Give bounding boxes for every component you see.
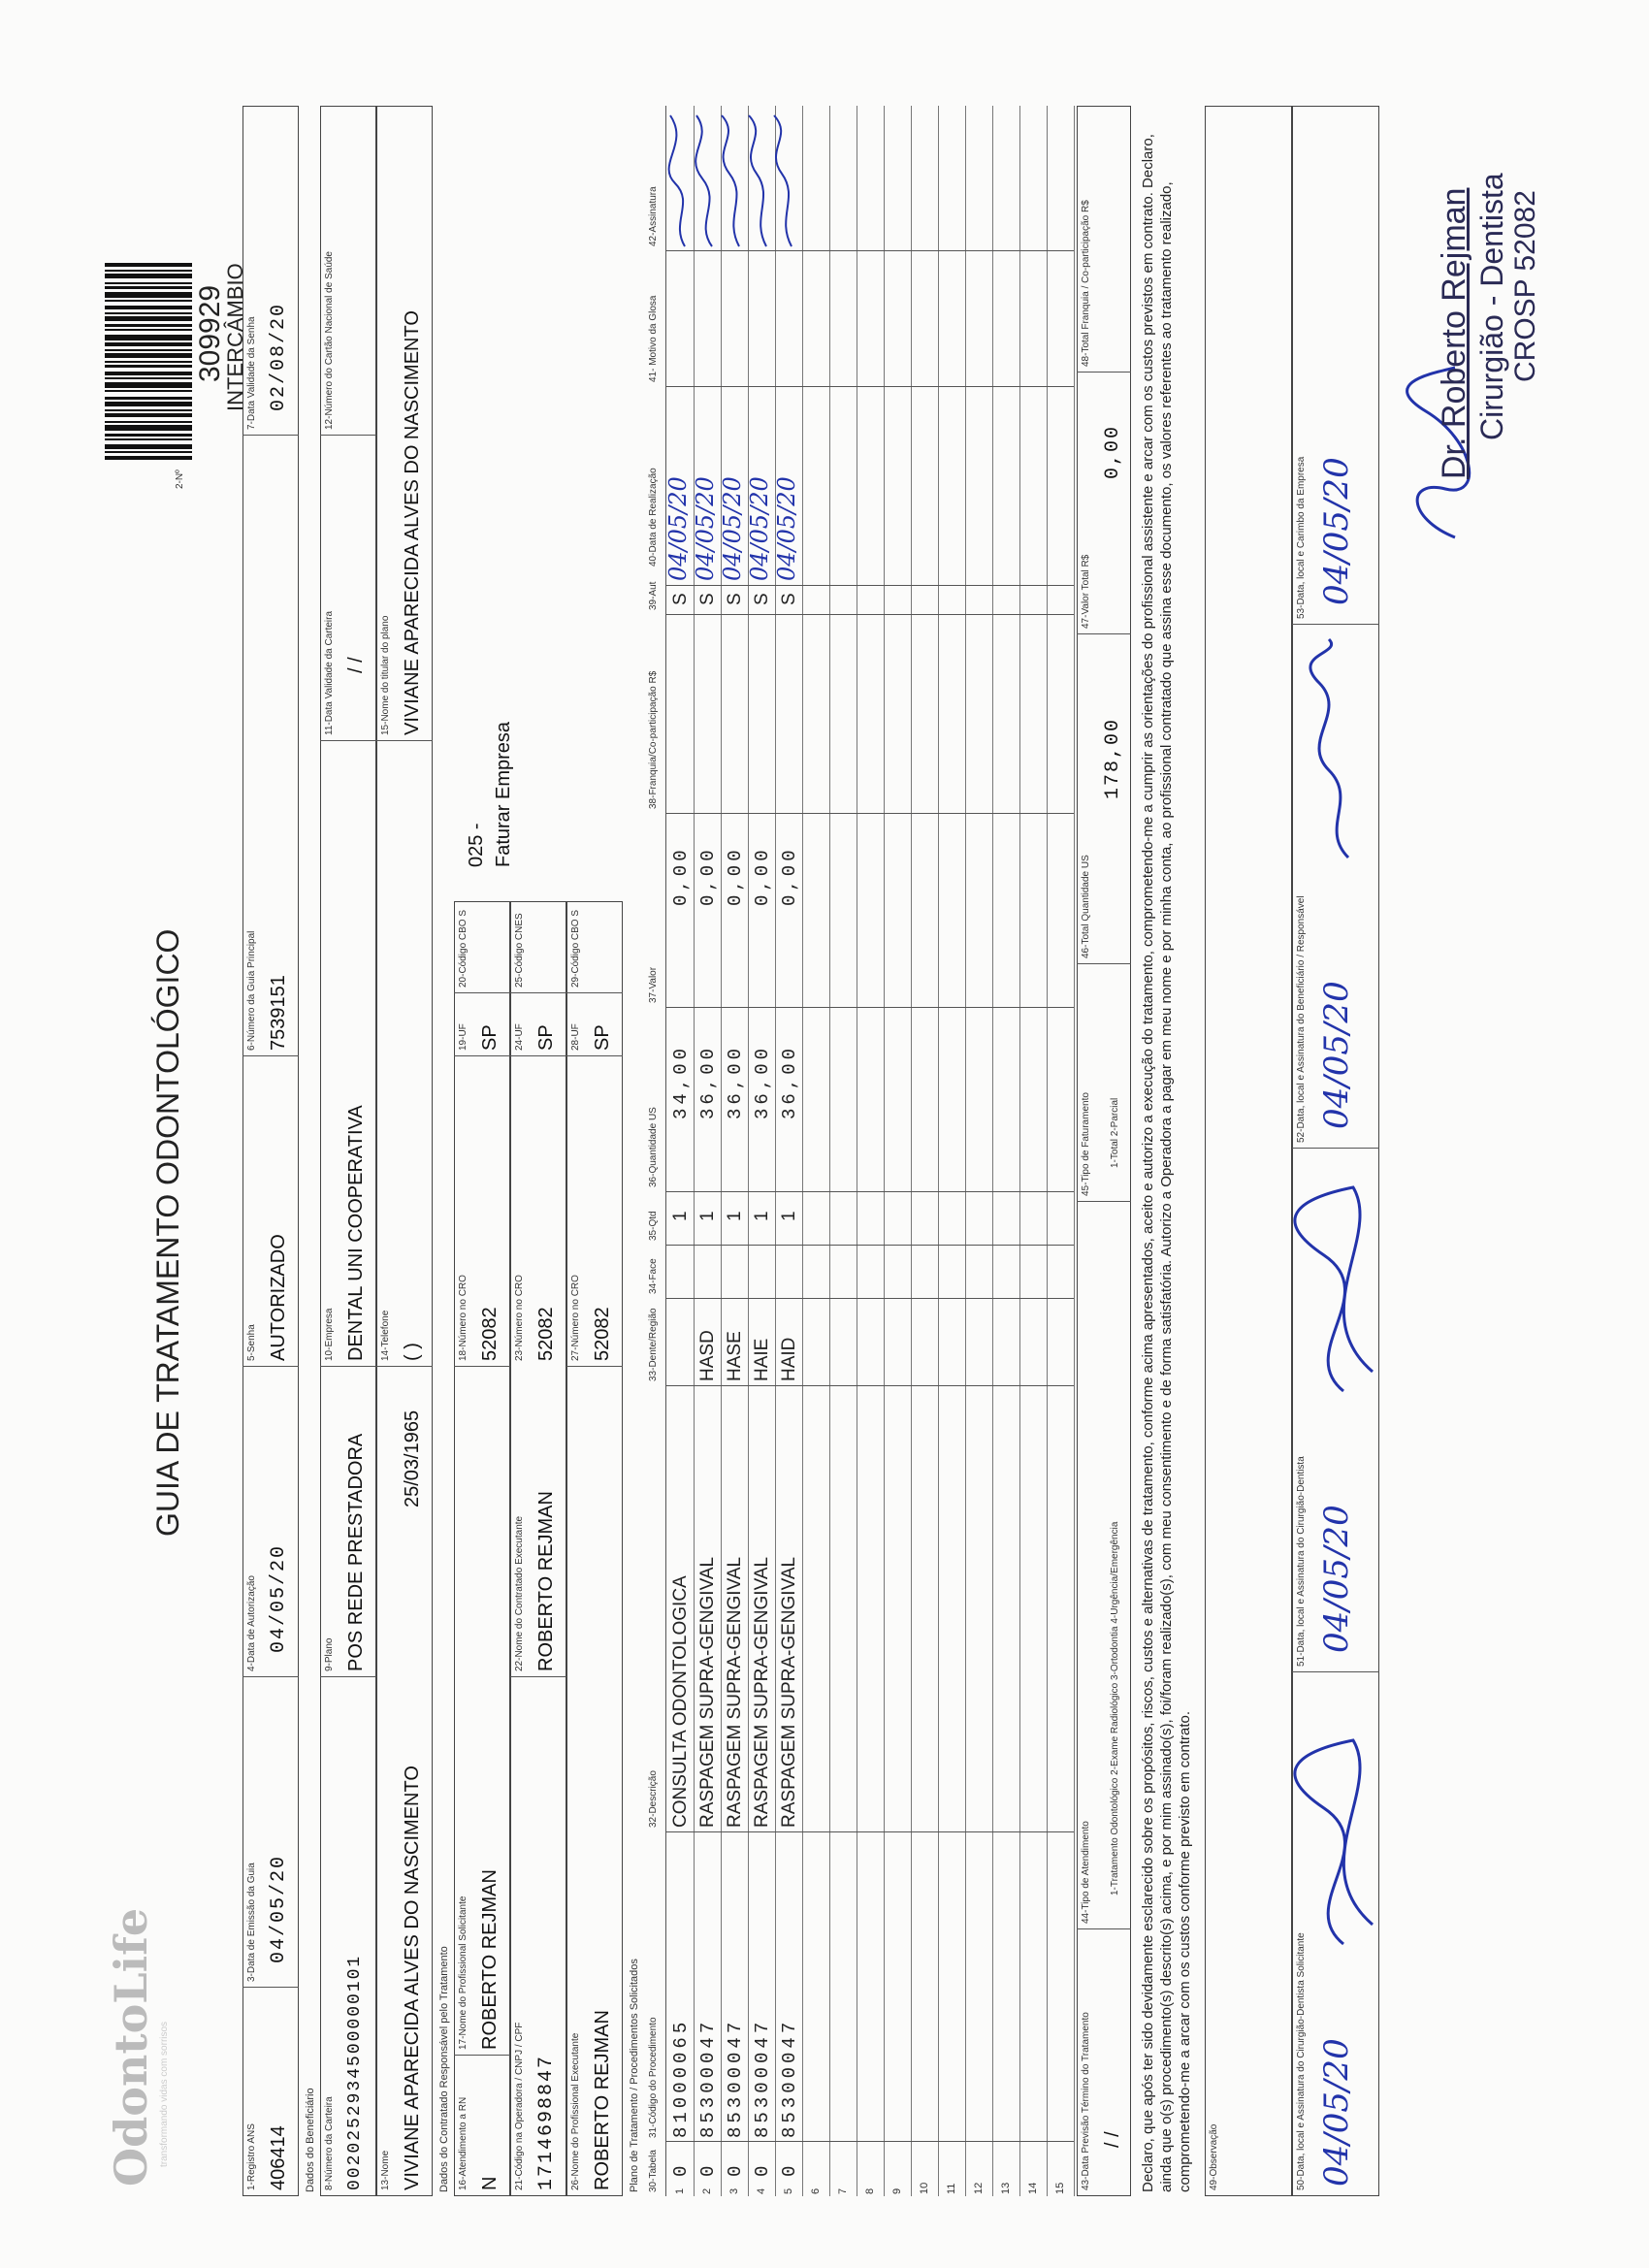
row-data: 04/05/20 bbox=[773, 476, 800, 581]
row-number: 5 bbox=[783, 2187, 794, 2194]
f48-label: 48-Total Franquia / Co-participação R$ bbox=[1081, 200, 1091, 367]
f26-label: 26-Nome do Profissional Executante bbox=[570, 2032, 581, 2190]
guide-number: 309929 bbox=[194, 284, 226, 382]
table-row-empty bbox=[884, 106, 912, 2196]
f49-label: 49-Observação bbox=[1209, 2123, 1219, 2190]
f5-label: 5-Senha bbox=[246, 1324, 257, 1361]
f23-value: 52082 bbox=[535, 1307, 557, 1361]
row-aut: S bbox=[670, 593, 691, 605]
f7-value: 02/08/20 bbox=[268, 302, 290, 411]
f46-value: 178,00 bbox=[1102, 717, 1124, 799]
section-solicitante: Dados do Contratado Responsável pelo Tratamento bbox=[438, 1946, 450, 2192]
row-number: 12 bbox=[973, 2182, 985, 2194]
row-number: 11 bbox=[946, 2183, 957, 2194]
row-valor: 0,00 bbox=[725, 846, 746, 906]
logo-tagline: transformando vidas com sorrisos bbox=[159, 2021, 170, 2167]
row-data: 04/05/20 bbox=[719, 476, 746, 581]
f15-value: VIVIANE APARECIDA ALVES DO NASCIMENTO bbox=[402, 310, 423, 735]
row-number: 9 bbox=[891, 2187, 903, 2194]
row-qtd: 1 bbox=[697, 1211, 718, 1221]
row-aut: S bbox=[725, 593, 745, 605]
f10-label: 10-Empresa bbox=[324, 1308, 335, 1361]
table-row bbox=[666, 106, 695, 2196]
row-valor: 0,00 bbox=[697, 846, 719, 906]
f27-label: 27-Número no CRO bbox=[570, 1275, 581, 1361]
table-row-empty bbox=[1047, 106, 1075, 2196]
f21-label: 21-Código na Operadora / CNPJ / CPF bbox=[514, 2022, 525, 2190]
row-tabela: 0 bbox=[779, 2161, 800, 2177]
col-data: 40-Data de Realização bbox=[648, 468, 659, 567]
row-descricao: RASPAGEM SUPRA-GENGIVAL bbox=[752, 1556, 772, 1828]
dental-treatment-form bbox=[97, 62, 1552, 2206]
table-row bbox=[721, 106, 749, 2196]
col-qtd: 35-Qtd bbox=[648, 1211, 659, 1241]
row-dente: HAIE bbox=[752, 1338, 772, 1381]
f23-label: 23-Número no CRO bbox=[514, 1275, 525, 1361]
dentist-stamp bbox=[1397, 130, 1542, 557]
row-valor: 0,00 bbox=[779, 846, 800, 906]
f14-label: 14-Telefone bbox=[380, 1310, 391, 1361]
table-row-empty bbox=[938, 106, 966, 2196]
stamp-line1: Dr. Roberto Rejman bbox=[1436, 187, 1472, 479]
table-row-empty bbox=[802, 106, 830, 2196]
f9-label: 9-Plano bbox=[324, 1637, 335, 1671]
row-valor: 0,00 bbox=[752, 846, 773, 906]
f8-value: 0020252934500000101 bbox=[345, 1954, 365, 2190]
f20-label: 20-Código CBO S bbox=[458, 909, 469, 988]
f50-value: 04/05/20 bbox=[1317, 2038, 1356, 2187]
row-number: 7 bbox=[837, 2187, 849, 2194]
f25-label: 25-Código CNES bbox=[514, 913, 525, 988]
profissional-row bbox=[566, 901, 623, 2196]
f5-value: AUTORIZADO bbox=[268, 1234, 289, 1361]
row-data: 04/05/20 bbox=[692, 476, 719, 581]
f4-label: 4-Data de Autorização bbox=[246, 1575, 257, 1671]
row-tabela: 0 bbox=[670, 2161, 692, 2177]
row-descricao: CONSULTA ODONTOLOGICA bbox=[670, 1575, 691, 1828]
row-us: 36,00 bbox=[752, 1044, 773, 1119]
faturamento-code: 025 - bbox=[466, 823, 487, 867]
row-codigo: 85300047 bbox=[725, 2018, 746, 2138]
row-qtd: 1 bbox=[670, 1211, 691, 1221]
row-us: 36,00 bbox=[779, 1044, 800, 1119]
row-data: 04/05/20 bbox=[664, 476, 692, 581]
f19-value: SP bbox=[479, 1024, 501, 1051]
f3-value: 04/05/20 bbox=[268, 1854, 290, 1963]
f50-label: 50-Data, local e Assinatura do Cirurgião-Dentista Solicitante bbox=[1296, 1932, 1307, 2190]
f46-label: 46-Total Quantidade US bbox=[1081, 855, 1091, 958]
f21-value: 1714698847 bbox=[535, 2054, 558, 2190]
f6-value: 7539151 bbox=[268, 975, 289, 1051]
row-valor: 0,00 bbox=[670, 846, 692, 906]
f1-value: 406414 bbox=[268, 2125, 289, 2190]
f17-value: ROBERTO REJMAN bbox=[479, 1869, 501, 2050]
procedures-header bbox=[644, 106, 663, 2196]
f51-value: 04/05/20 bbox=[1317, 1505, 1356, 1653]
row-data: 04/05/20 bbox=[746, 476, 773, 581]
f22-value: ROBERTO REJMAN bbox=[535, 1491, 557, 1671]
row-codigo: 85300047 bbox=[697, 2018, 719, 2138]
f52-value: 04/05/20 bbox=[1317, 981, 1356, 1129]
row-number: 6 bbox=[810, 2187, 822, 2194]
f53-value: 04/05/20 bbox=[1317, 457, 1356, 605]
f29-label: 29-Código CBO S bbox=[570, 909, 581, 988]
col-codigo: 31-Código do Procedimento bbox=[648, 2017, 659, 2138]
col-glosa: 41- Motivo da Glosa bbox=[648, 295, 659, 382]
row-number: 10 bbox=[919, 2182, 930, 2194]
row-dente: HAID bbox=[779, 1337, 799, 1381]
row-aut: S bbox=[752, 593, 772, 605]
f9-value: POS REDE PRESTADORA bbox=[345, 1433, 367, 1671]
f12-label: 12-Número do Cartão Nacional de Saúde bbox=[324, 251, 335, 430]
table-row bbox=[775, 106, 803, 2196]
birth-date: 25/03/1965 bbox=[402, 1409, 423, 1507]
col-dente: 33-Dente/Região bbox=[648, 1308, 659, 1381]
row-descricao: RASPAGEM SUPRA-GENGIVAL bbox=[697, 1556, 718, 1828]
row-dente: HASD bbox=[697, 1330, 718, 1381]
col-valor: 37-Valor bbox=[648, 966, 659, 1003]
row-codigo: 81000065 bbox=[670, 2018, 692, 2138]
f24-label: 24-UF bbox=[514, 1023, 525, 1051]
signature-scribble-dentista bbox=[1285, 1178, 1392, 1410]
f10-value: DENTAL UNI COOPERATIVA bbox=[345, 1105, 367, 1361]
table-row-empty bbox=[829, 106, 857, 2196]
observation-box bbox=[1205, 106, 1292, 2196]
f3-label: 3-Data de Emissão da Guia bbox=[246, 1863, 257, 1982]
f11-label: 11-Data Validade da Carteira bbox=[324, 610, 335, 735]
f1-label: 1-Registro ANS bbox=[246, 2123, 257, 2190]
f26-value: ROBERTO REJMAN bbox=[592, 2010, 613, 2190]
f19-label: 19-UF bbox=[458, 1023, 469, 1051]
f44-label: 44-Tipo de Atendimento bbox=[1081, 1821, 1091, 1924]
row-codigo: 85300047 bbox=[779, 2018, 800, 2138]
table-row-empty bbox=[992, 106, 1020, 2196]
row-number: 8 bbox=[864, 2187, 876, 2194]
col-face: 34-Face bbox=[648, 1258, 659, 1294]
f47-value: 0,00 bbox=[1102, 424, 1124, 479]
guide-type: INTERCÂMBIO bbox=[223, 263, 247, 411]
f43-label: 43-Data Previsão Término do Tratamento bbox=[1081, 2012, 1091, 2190]
f7-label: 7-Data Validade da Senha bbox=[246, 316, 257, 430]
section-beneficiario: Dados do Beneficiário bbox=[305, 2088, 316, 2192]
row-qtd: 1 bbox=[779, 1211, 799, 1221]
row-us: 36,00 bbox=[725, 1044, 746, 1119]
guide-number-label: 2-Nº bbox=[175, 470, 185, 489]
row-qtd: 1 bbox=[752, 1211, 772, 1221]
signature-scribble-beneficiario bbox=[1300, 634, 1377, 867]
row-number: 15 bbox=[1054, 2182, 1066, 2194]
f45-value: 1-Total 2-Parcial bbox=[1110, 1097, 1120, 1168]
table-row bbox=[748, 106, 776, 2196]
f43-value: / / bbox=[1102, 2131, 1123, 2148]
row-tabela: 0 bbox=[725, 2161, 746, 2177]
col-us: 36-Quantidade US bbox=[648, 1107, 659, 1187]
col-franquia: 38-Franquia/Co-participação R$ bbox=[648, 670, 659, 809]
table-row-empty bbox=[857, 106, 885, 2196]
declaration-text: Declaro, que após ter sido devidamente esclarecido sobre os propósitos, riscos, custos e alternativas de tratamento, conforme acima apresentados, aceito e autorizo a execução do tratamento, comprometendo-me a cumprir as orientações do profissional assistente e arcar com os custos previstos em contrato. Declaro, ainda que o(s) procedimento(s) descrito(s) acima, e por mim assinado(s), foi/foram realizado(s), com meu consentimento e de forma satisfatória. Autorizo a Operadora a pagar em meu nome e por minha conta, ao profissional contratado que assina esse documento, os valores referentes ao tratamento realizado, comprometendo-me a arcar com os custos conforme previsto em contrato. bbox=[1140, 134, 1193, 2192]
table-row-empty bbox=[1019, 106, 1048, 2196]
f13-value: VIVIANE APARECIDA ALVES DO NASCIMENTO bbox=[402, 1766, 423, 2190]
f28-value: SP bbox=[592, 1024, 613, 1051]
f28-label: 28-UF bbox=[570, 1023, 581, 1051]
row-dente: HASE bbox=[725, 1331, 745, 1381]
row-number: 14 bbox=[1027, 2182, 1039, 2194]
signature-scribble-solicitante bbox=[1285, 1731, 1392, 1963]
row-number: 2 bbox=[701, 2187, 713, 2194]
row-signatures bbox=[665, 106, 801, 251]
row-us: 34,00 bbox=[670, 1044, 692, 1119]
row-tabela: 0 bbox=[752, 2161, 773, 2177]
stamp-line3: CROSP 52082 bbox=[1509, 190, 1541, 382]
f13-label: 13-Nome bbox=[380, 2150, 391, 2190]
faturamento-text: Faturar Empresa bbox=[493, 721, 514, 867]
table-row-empty bbox=[965, 106, 993, 2196]
row-number: 4 bbox=[756, 2187, 767, 2194]
f16-label: 16-Atendimento a RN bbox=[458, 2096, 469, 2190]
f14-value: ( ) bbox=[402, 1343, 423, 1361]
f6-label: 6-Número da Guia Principal bbox=[246, 930, 257, 1051]
stamp-line2: Cirurgião - Dentista bbox=[1474, 173, 1509, 440]
row-tabela: 0 bbox=[697, 2161, 719, 2177]
f45-label: 45-Tipo de Faturamento bbox=[1081, 1092, 1091, 1196]
barcode bbox=[105, 169, 192, 460]
f52-label: 52-Data, local e Assinatura do Beneficiário / Responsável bbox=[1296, 895, 1307, 1143]
f16-value: N bbox=[479, 2176, 501, 2190]
procedures-table bbox=[665, 106, 1074, 2196]
row-number: 3 bbox=[728, 2187, 740, 2194]
f11-value: / / bbox=[345, 657, 367, 673]
col-descricao: 32-Descrição bbox=[648, 1770, 659, 1828]
f53-label: 53-Data, local e Carimbo da Empresa bbox=[1296, 456, 1307, 619]
f44-value: 1-Tratamento Odontológico 2-Exame Radiológico 3-Ortodontia 4-Urgência/Emergência bbox=[1110, 1521, 1120, 1895]
f22-label: 22-Nome do Contratado Executante bbox=[514, 1515, 525, 1671]
row-number: 13 bbox=[1000, 2182, 1012, 2194]
f18-label: 18-Número no CRO bbox=[458, 1275, 469, 1361]
f8-label: 8-Número da Carteira bbox=[324, 2096, 335, 2190]
f27-value: 52082 bbox=[592, 1307, 613, 1361]
row-number: 1 bbox=[674, 2187, 686, 2194]
f4-value: 04/05/20 bbox=[268, 1543, 290, 1653]
f24-value: SP bbox=[535, 1024, 557, 1051]
logo: OdontoLife bbox=[105, 1907, 157, 2187]
f51-label: 51-Data, local e Assinatura do Cirurgião-Dentista bbox=[1296, 1456, 1307, 1667]
col-tabela: 30-Tabela bbox=[648, 2150, 659, 2192]
f17-label: 17-Nome do Profissional Solicitante bbox=[458, 1895, 469, 2050]
row-descricao: RASPAGEM SUPRA-GENGIVAL bbox=[779, 1556, 799, 1828]
table-row-empty bbox=[911, 106, 939, 2196]
row-qtd: 1 bbox=[725, 1211, 745, 1221]
row-us: 36,00 bbox=[697, 1044, 719, 1119]
col-assinatura: 42-Assinatura bbox=[648, 186, 659, 246]
row-codigo: 85300047 bbox=[752, 2018, 773, 2138]
row-aut: S bbox=[779, 593, 799, 605]
row-aut: S bbox=[697, 593, 718, 605]
section-procedures: Plano de Tratamento / Procedimentos Solicitados bbox=[629, 1959, 640, 2192]
f47-label: 47-Valor Total R$ bbox=[1081, 554, 1091, 629]
page-title: GUIA DE TRATAMENTO ODONTOLÓGICO bbox=[150, 928, 185, 1537]
table-row bbox=[694, 106, 722, 2196]
col-aut: 39-Aut bbox=[648, 581, 659, 610]
row-descricao: RASPAGEM SUPRA-GENGIVAL bbox=[725, 1556, 745, 1828]
f15-label: 15-Nome do titular do plano bbox=[380, 615, 391, 735]
f18-value: 52082 bbox=[479, 1307, 501, 1361]
